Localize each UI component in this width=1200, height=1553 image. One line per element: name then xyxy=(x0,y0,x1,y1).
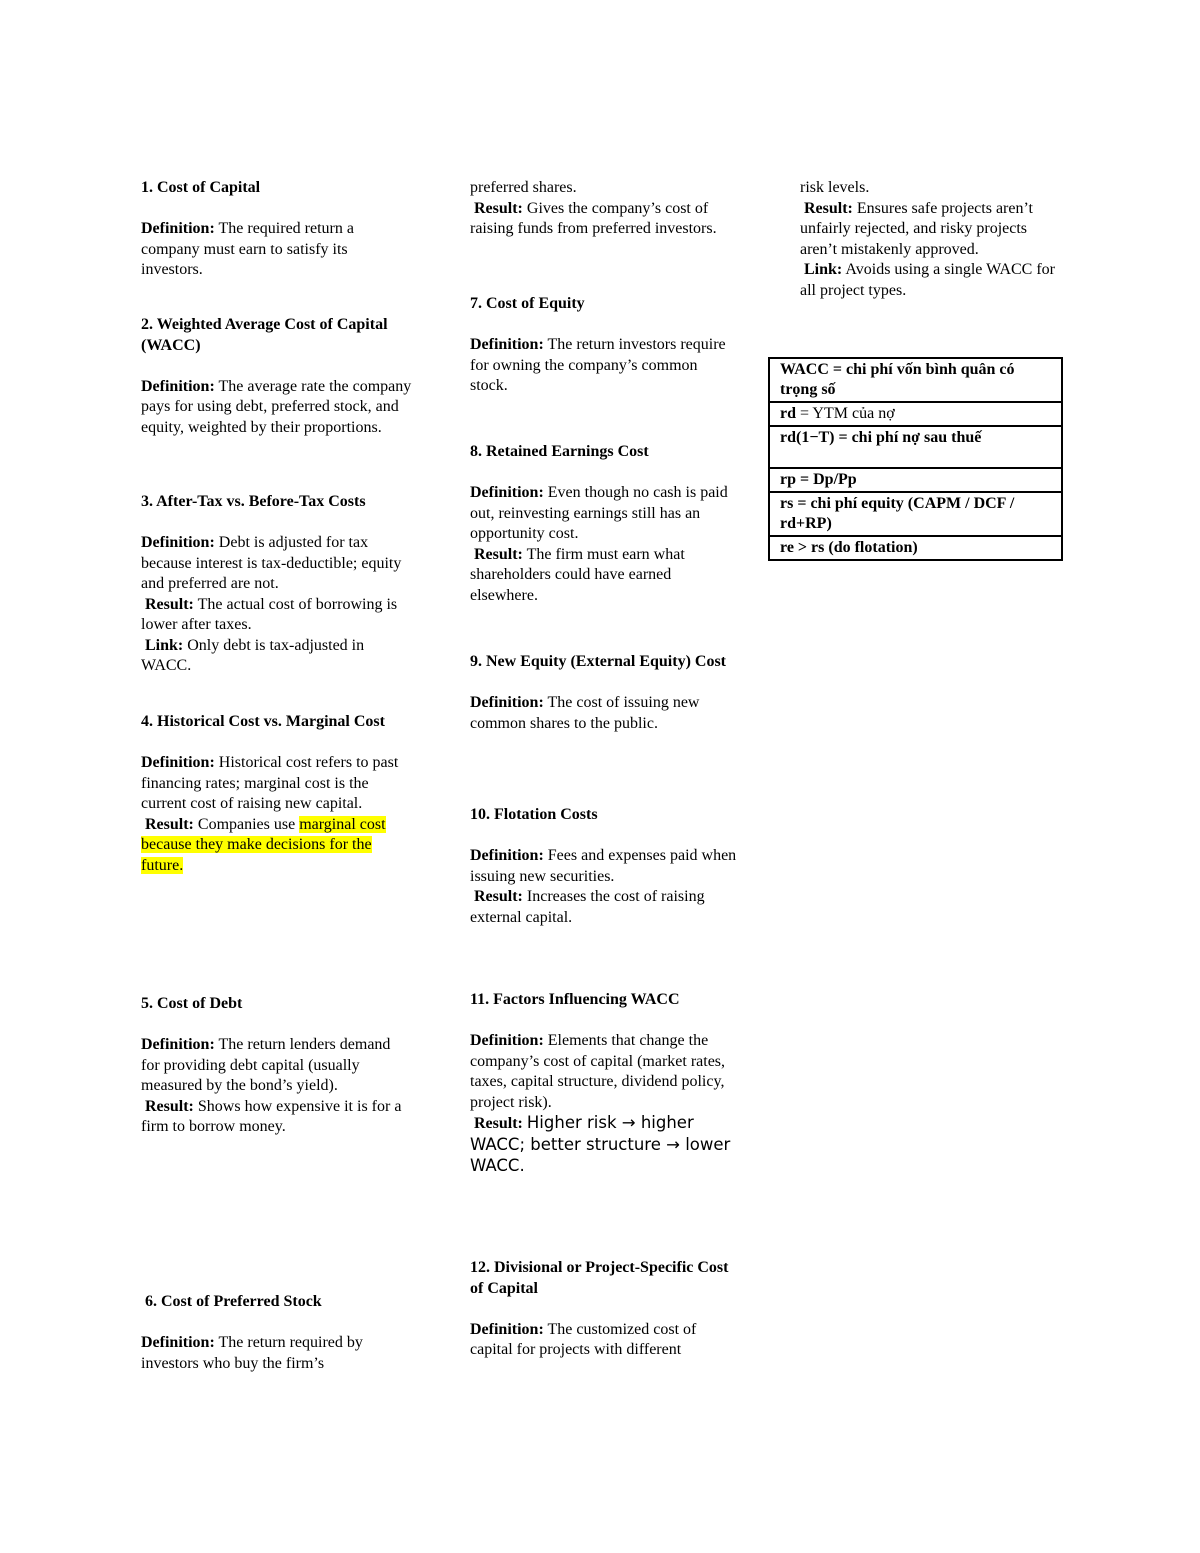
section-definition: Definition: Historical cost refers to past financing rates; marginal cost is the current cost of raising new capital. xyxy=(141,754,399,812)
section-3 xyxy=(141,492,413,677)
column-2 xyxy=(470,178,738,240)
section-definition: Definition: The return required by investors who buy the firm’s xyxy=(141,1334,363,1372)
section-heading: 10. Flotation Costs xyxy=(470,806,598,823)
section-heading: 9. New Equity (External Equity) Cost xyxy=(470,653,727,670)
section-2 xyxy=(141,315,413,438)
section-definition: Definition: The required return a company must earn to satisfy its investors. xyxy=(141,220,354,278)
formula-row: WACC = chi phí vốn bình quân có trọng số xyxy=(769,358,1062,402)
formula-row: rd(1−T) = chi phí nợ sau thuế xyxy=(769,426,1062,468)
section-link: Link: Avoids using a single WACC for all project types. xyxy=(800,261,1055,299)
section-result: Result: Companies use marginal cost because they make decisions for the future. xyxy=(141,815,386,874)
section-12-continued xyxy=(800,178,1062,301)
section-4 xyxy=(141,712,413,876)
section-definition: Definition: The return investors require for owning the company’s common stock. xyxy=(470,336,726,394)
section-8 xyxy=(470,442,738,606)
section-definition: Definition: Elements that change the company’s cost of capital (market rates, taxes, capital structure, dividend policy, project risk). xyxy=(470,1032,726,1111)
section-heading: 1. Cost of Capital xyxy=(141,179,261,196)
section-definition: Definition: The average rate the company pays for using debt, preferred stock, and equity, weighted by their proportions. xyxy=(141,377,412,436)
section-definition: Definition: Debt is adjusted for tax because interest is tax-deductible; equity and preferred are not. xyxy=(141,534,402,592)
section-heading: 11. Factors Influencing WACC xyxy=(470,991,680,1008)
section-result: Result: Gives the company’s cost of raising funds from preferred investors. xyxy=(470,199,717,237)
section-result: Result: Higher risk → higher WACC; better structure → lower WACC. xyxy=(470,1113,731,1175)
section-6 xyxy=(141,1292,413,1374)
section-definition: Definition: The customized cost of capital for projects with different xyxy=(470,1320,697,1358)
section-definition-continued: preferred shares. xyxy=(470,179,577,196)
section-7 xyxy=(470,294,738,397)
column-1 xyxy=(141,178,413,876)
section-10 xyxy=(470,805,738,928)
section-heading: 4. Historical Cost vs. Marginal Cost xyxy=(141,713,385,730)
section-heading: 3. After-Tax vs. Before-Tax Costs xyxy=(141,493,366,510)
section-5 xyxy=(141,994,413,1138)
section-definition: Definition: The cost of issuing new common shares to the public. xyxy=(470,694,700,732)
section-result: Result: The actual cost of borrowing is lower after taxes. xyxy=(141,595,398,633)
section-definition-continued: risk levels. xyxy=(800,179,870,196)
section-definition: Definition: Fees and expenses paid when issuing new securities. xyxy=(470,847,737,885)
section-11 xyxy=(470,990,738,1178)
formula-row: rp = Dp/Pp xyxy=(769,468,1062,492)
section-heading: 8. Retained Earnings Cost xyxy=(470,443,649,460)
section-definition: Definition: The return lenders demand for providing debt capital (usually measured by the bond’s yield). xyxy=(141,1036,391,1094)
section-1 xyxy=(141,178,413,281)
section-result: Result: Shows how expensive it is for a firm to borrow money. xyxy=(141,1097,402,1135)
section-definition: Definition: Even though no cash is paid out, reinvesting earnings still has an opportunity cost. xyxy=(470,484,728,542)
formula-row: rd = YTM của nợ xyxy=(769,402,1062,426)
section-link: Link: Only debt is tax-adjusted in WACC. xyxy=(141,636,365,674)
section-9 xyxy=(470,652,738,734)
section-12 xyxy=(470,1258,738,1361)
section-heading: 5. Cost of Debt xyxy=(141,995,243,1012)
formula-row: re > rs (do flotation) xyxy=(769,536,1062,560)
section-result: Result: The firm must earn what shareholders could have earned elsewhere. xyxy=(470,545,685,604)
formula-row: rs = chi phí equity (CAPM / DCF / rd+RP) xyxy=(769,492,1062,536)
section-heading: 12. Divisional or Project-Specific Cost of Capital xyxy=(470,1259,729,1297)
section-result: Result: Increases the cost of raising external capital. xyxy=(470,888,705,926)
section-result: Result: Ensures safe projects aren’t unfairly rejected, and risky projects aren’t mistakenly approved. xyxy=(800,199,1033,258)
section-heading: 6. Cost of Preferred Stock xyxy=(145,1293,322,1310)
section-heading: 7. Cost of Equity xyxy=(470,295,585,312)
formula-table xyxy=(768,357,1063,561)
highlighted-text: marginal cost because they make decisions for the future. xyxy=(141,815,386,874)
section-6-continued xyxy=(470,178,738,240)
section-heading: 2. Weighted Average Cost of Capital (WACC) xyxy=(141,316,388,354)
